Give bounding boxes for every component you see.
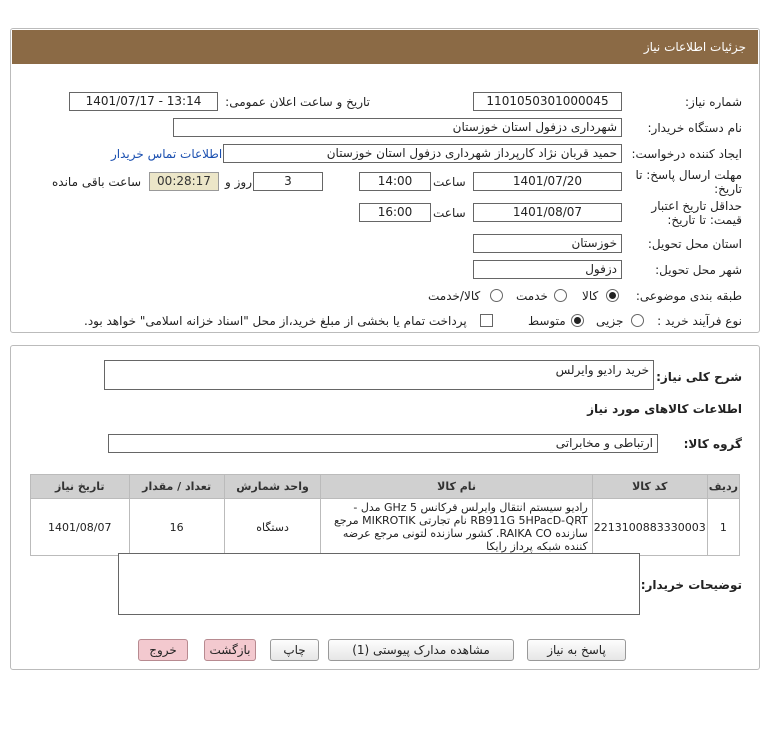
goods-table-header [31,475,740,499]
buyer-notes-label: توضیحات خریدار: [640,578,742,592]
category-option-service: خدمت [516,289,548,303]
process-option-medium: متوسط [528,314,566,328]
price-validity-label: حداقل تاریخ اعتبار قیمت: تا تاریخ: [651,199,742,227]
table-row [31,499,740,556]
process-type-label: نوع فرآیند خرید : [657,314,742,328]
category-option-goods-service: کالا/خدمت [428,289,481,303]
province-label: استان محل تحویل: [647,237,742,251]
remaining-label: ساعت باقی مانده [52,175,142,189]
province-field: خوزستان [473,234,622,253]
back-button[interactable]: بازگشت [204,639,256,661]
category-label: طبقه بندی موضوعی: [635,289,742,303]
reply-button[interactable]: پاسخ به نیاز [527,639,626,661]
goods-group-label: گروه کالا: [683,437,742,451]
cell-unit: دستگاه [224,499,321,556]
days-field: 3 [253,172,323,191]
remaining-time-field: 00:28:17 [149,172,219,191]
category-radio-goods-service[interactable] [490,289,503,302]
col-code: کد کالا [592,475,707,499]
cell-row: 1 [707,499,739,556]
price-validity-date-field: 1401/08/07 [473,203,622,222]
print-button[interactable]: چاپ [270,639,319,661]
treasury-payment-checkbox[interactable] [480,314,493,327]
summary-label: شرح کلی نیاز: [656,370,742,384]
announce-datetime-field: 1401/07/17 - 13:14 [69,92,218,111]
col-date: تاریخ نیاز [31,475,130,499]
requester-label: ایجاد کننده درخواست: [631,147,742,161]
cell-date: 1401/08/07 [31,499,130,556]
col-qty: تعداد / مقدار [129,475,224,499]
cell-qty: 16 [129,499,224,556]
days-label: روز و [225,175,252,189]
requester-field: حمید قربان نژاد کارپرداز شهرداری دزفول استان خوزستان [223,144,622,163]
goods-table [30,474,740,556]
reply-time-label: ساعت [433,175,466,189]
category-radio-service[interactable] [554,289,567,302]
cell-name: رادیو سیستم انتقال وایرلس فرکانس GHz 5 مدل -RB911G 5HPacD-QRT نام تجارتی MIKROTIK مرجع سازنده RAIKA CO. کشور سازنده لتونی مرجع عرضه کننده شبکه پرداز رایکا [321,499,592,556]
city-field: دزفول [473,260,622,279]
goods-info-title: اطلاعات کالاهای مورد نیاز [587,402,742,416]
col-row: ردیف [707,475,739,499]
process-radio-medium[interactable] [571,314,584,327]
category-radio-goods[interactable] [606,289,619,302]
buyer-notes-field [118,553,640,615]
process-radio-minor[interactable] [631,314,644,327]
announce-datetime-label: تاریخ و ساعت اعلان عمومی: [225,95,370,109]
reply-date-field: 1401/07/20 [473,172,622,191]
exit-button[interactable]: خروج [138,639,188,661]
category-option-goods: کالا [582,289,599,303]
attachments-button[interactable]: مشاهده مدارک پیوستی (1) [328,639,514,661]
reply-deadline-label: مهلت ارسال پاسخ: تا تاریخ: [635,168,742,196]
treasury-payment-note: پرداخت تمام یا بخشی از مبلغ خرید،از محل "اسناد خزانه اسلامی" خواهد بود. [84,314,467,328]
buyer-org-field: شهرداری دزفول استان خوزستان [173,118,622,137]
need-number-field: 1101050301000045 [473,92,622,111]
page-title: جزئیات اطلاعات نیاز [643,40,746,54]
process-option-minor: جزیی [596,314,624,328]
price-validity-time-field: 16:00 [359,203,431,222]
cell-code: 2213100883330003 [592,499,707,556]
price-validity-time-label: ساعت [433,206,466,220]
buyer-org-label: نام دستگاه خریدار: [647,121,742,135]
page-header [12,30,758,64]
summary-field: خرید رادیو وایرلس [104,360,654,390]
city-label: شهر محل تحویل: [655,263,742,277]
need-number-label: شماره نیاز: [685,95,742,109]
goods-group-field: ارتباطی و مخابراتی [108,434,658,453]
reply-time-field: 14:00 [359,172,431,191]
col-name: نام کالا [321,475,592,499]
buyer-contact-link[interactable]: اطلاعات تماس خریدار [111,147,223,161]
col-unit: واحد شمارش [224,475,321,499]
